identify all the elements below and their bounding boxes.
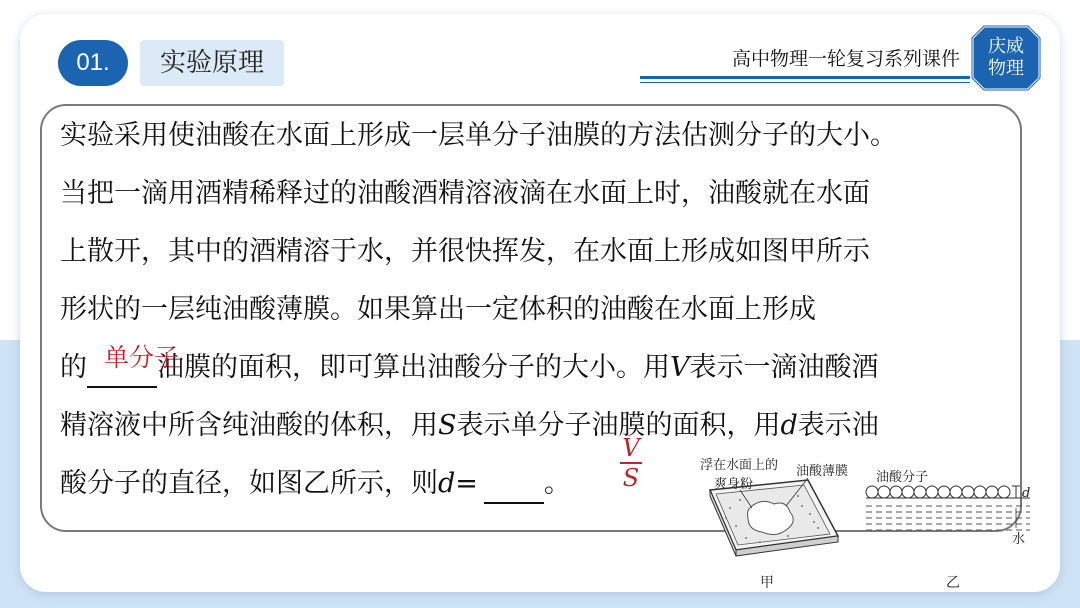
fig-a-label-powder [700, 454, 778, 492]
paragraph-line-4: 形状的一层纯油酸薄膜。如果算出一定体积的油酸在水面上形成 [60, 294, 816, 325]
equals-sign: = [455, 468, 478, 499]
var-s: S [438, 410, 457, 441]
var-v: V [670, 352, 690, 383]
fig-a-label-film: 油酸薄膜 [796, 464, 849, 479]
fig-a-caption: 甲 [760, 575, 774, 591]
blank-2 [484, 466, 544, 504]
fig-b-label-d: d [1022, 486, 1031, 501]
line6-prefix: 精溶液中所含纯油酸的体积，用 [60, 410, 438, 441]
logo-text [970, 36, 1042, 80]
answer-monolayer: 单分子 [104, 343, 180, 372]
fig-b-label-molecule: 油酸分子 [876, 470, 929, 485]
fig-b-caption: 乙 [946, 575, 960, 591]
fraction-numerator: V [622, 434, 640, 462]
var-d: d [780, 410, 798, 441]
section-title: 实验原理 [140, 40, 284, 86]
line6-mid: 表示单分子油膜的面积，用 [456, 410, 781, 441]
paragraph-line-1: 实验采用使油酸在水面上形成一层单分子油膜的方法估测分子的大小。 [60, 120, 897, 151]
paragraph-line-2: 当把一滴用酒精稀释过的油酸酒精溶液滴在水面上时，油酸就在水面 [60, 178, 870, 209]
line5-post: 油膜的面积，即可算出油酸分子的大小。用 [157, 352, 670, 383]
line7-prefix: 酸分子的直径，如图乙所示，则 [60, 468, 438, 499]
var-d-answer: d [438, 468, 456, 499]
series-title: 高中物理一轮复习系列课件 [731, 48, 960, 70]
paragraph-line-6 [60, 408, 879, 444]
line5-prefix: 的 [60, 352, 87, 383]
fig-a-label-powder-2: 爽身粉 [714, 477, 754, 492]
logo [970, 24, 1042, 92]
figure-b-molecules [866, 486, 1030, 530]
fig-a-label-powder-1: 浮在水面上的 [700, 458, 779, 473]
paragraph-line-3: 上散开，其中的酒精溶于水，并很快挥发，在水面上形成如图甲所示 [60, 236, 870, 267]
section-number: 01. [58, 40, 128, 86]
line6-end: 表示油 [797, 410, 879, 441]
paragraph-line-5 [60, 350, 879, 388]
fig-b-label-water: 水 [1012, 532, 1026, 547]
line5-end: 表示一滴油酸酒 [689, 352, 879, 383]
logo-line2: 物理 [988, 58, 1024, 79]
answer-fraction [618, 436, 644, 492]
paragraph-line-7 [60, 466, 571, 504]
fraction-denominator: S [622, 464, 640, 492]
series-underline-thin [640, 82, 970, 83]
series-underline [640, 76, 970, 79]
line7-end: 。 [543, 468, 571, 499]
logo-line1: 庆威 [988, 36, 1024, 57]
